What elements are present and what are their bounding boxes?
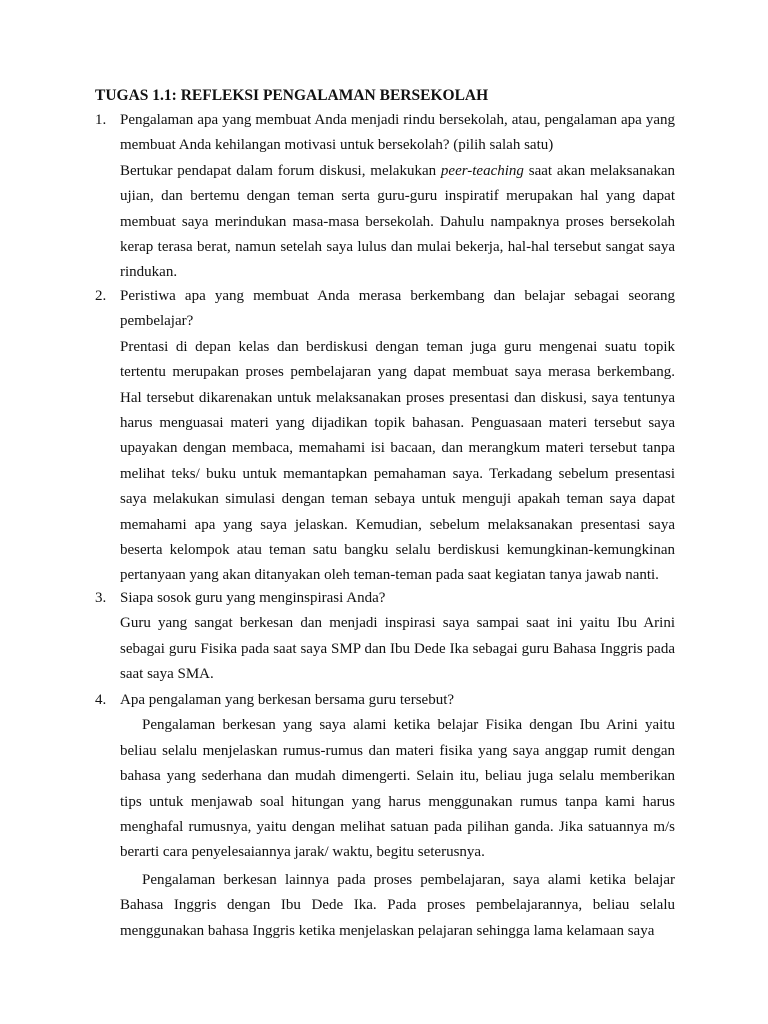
item-number: 1. [95,112,107,128]
question-text: Peristiwa apa yang membuat Anda merasa berkembang dan belajar sebagai seorang pembelajar? [120,288,675,330]
item-body [120,586,675,688]
answer-text [120,159,675,286]
item-number: 4. [95,692,107,708]
item-number: 2. [95,288,107,304]
question-text: Siapa sosok guru yang menginspirasi Anda? [120,590,386,606]
item-number: 3. [95,590,107,606]
question-text: Apa pengalaman yang berkesan bersama guru tersebut? [120,692,455,708]
item-body [120,284,675,589]
item-body [120,108,675,286]
document-title: TUGAS 1.1: REFLEKSI PENGALAMAN BERSEKOLAH [95,87,489,104]
answer-paragraph-1: Pengalaman berkesan yang saya alami ketika belajar Fisika dengan Ibu Arini yaitu beliau selalu menjelaskan rumus-rumus dan materi fisika yang saya anggap rumit dengan bahasa yang sederhana dan mudah dimengerti. Selain itu, beliau juga selalu memberikan tips untuk menjawab soal hitungan yang harus menggunakan rumus tanpa kami harus menghafal rumusnya, yaitu dengan melihat satuan pada pilihan ganda. Jika satuannya m/s berarti cara penyelesaiannya jarak/ waktu, begitu seterusnya. [120,717,675,861]
answer-emphasis: peer-teaching [440,162,524,179]
item-body [120,688,675,944]
answer-text: Prentasi di depan kelas dan berdiskusi dengan teman juga guru mengenai suatu topik tertentu merupakan proses pembelajaran yang dapat membuat saya merasa berkembang. Hal tersebut dikarenakan untuk melaksanakan proses presentasi dan diskusi, saya tentunya harus menguasai materi yang dijadikan topik bahasan. Penguasaan materi tersebut saya upayakan dengan membaca, memahami isi bacaan, dan merangkum materi tersebut tanpa melihat teks/ buku untuk memantapkan pemahaman saya. Terkadang sebelum presentasi saya melakukan simulasi dengan teman sebaya untuk menguji apakah teman saya dapat memahami apa yang saya jelaskan. Kemudian, sebelum melaksanakan presentasi saya beserta kelompok atau teman satu bangku selalu berdiskusi kemungkinan-kemungkinan pertanyaan yang akan ditanyakan oleh teman-teman pada saat kegiatan tanya jawab nanti. [120,338,675,584]
question-text: Pengalaman apa yang membuat Anda menjadi rindu bersekolah, atau, pengalaman apa yang membuat Anda kehilangan motivasi untuk bersekolah? (pilih salah satu) [120,112,675,154]
answer-text-start: Bertukar pendapat dalam forum diskusi, melakukan [120,162,441,179]
answer-paragraph-2: Pengalaman berkesan lainnya pada proses pembelajaran, saya alami ketika belajar Bahasa Inggris dengan Ibu Dede Ika. Pada proses pembelajarannya, beliau selalu menggunakan bahasa Inggris ketika menjelaskan pelajaran sehingga lama kelamaan saya [120,871,675,939]
answer-text: Guru yang sangat berkesan dan menjadi inspirasi saya sampai saat ini yaitu Ibu Arini sebagai guru Fisika pada saat saya SMP dan Ibu Dede Ika sebagai guru Bahasa Inggris pada saat saya SMA. [120,615,675,683]
answer-text-end: saat akan melaksanakan ujian, dan bertemu dengan teman serta guru-guru inspiratif merupakan hal yang dapat membuat saya merindukan masa-masa bersekolah. Dahulu nampaknya proses bersekolah kerap terasa berat, namun setelah saya lulus dan mulai bekerja, hal-hal tersebut sangat saya rindukan. [120,162,675,281]
